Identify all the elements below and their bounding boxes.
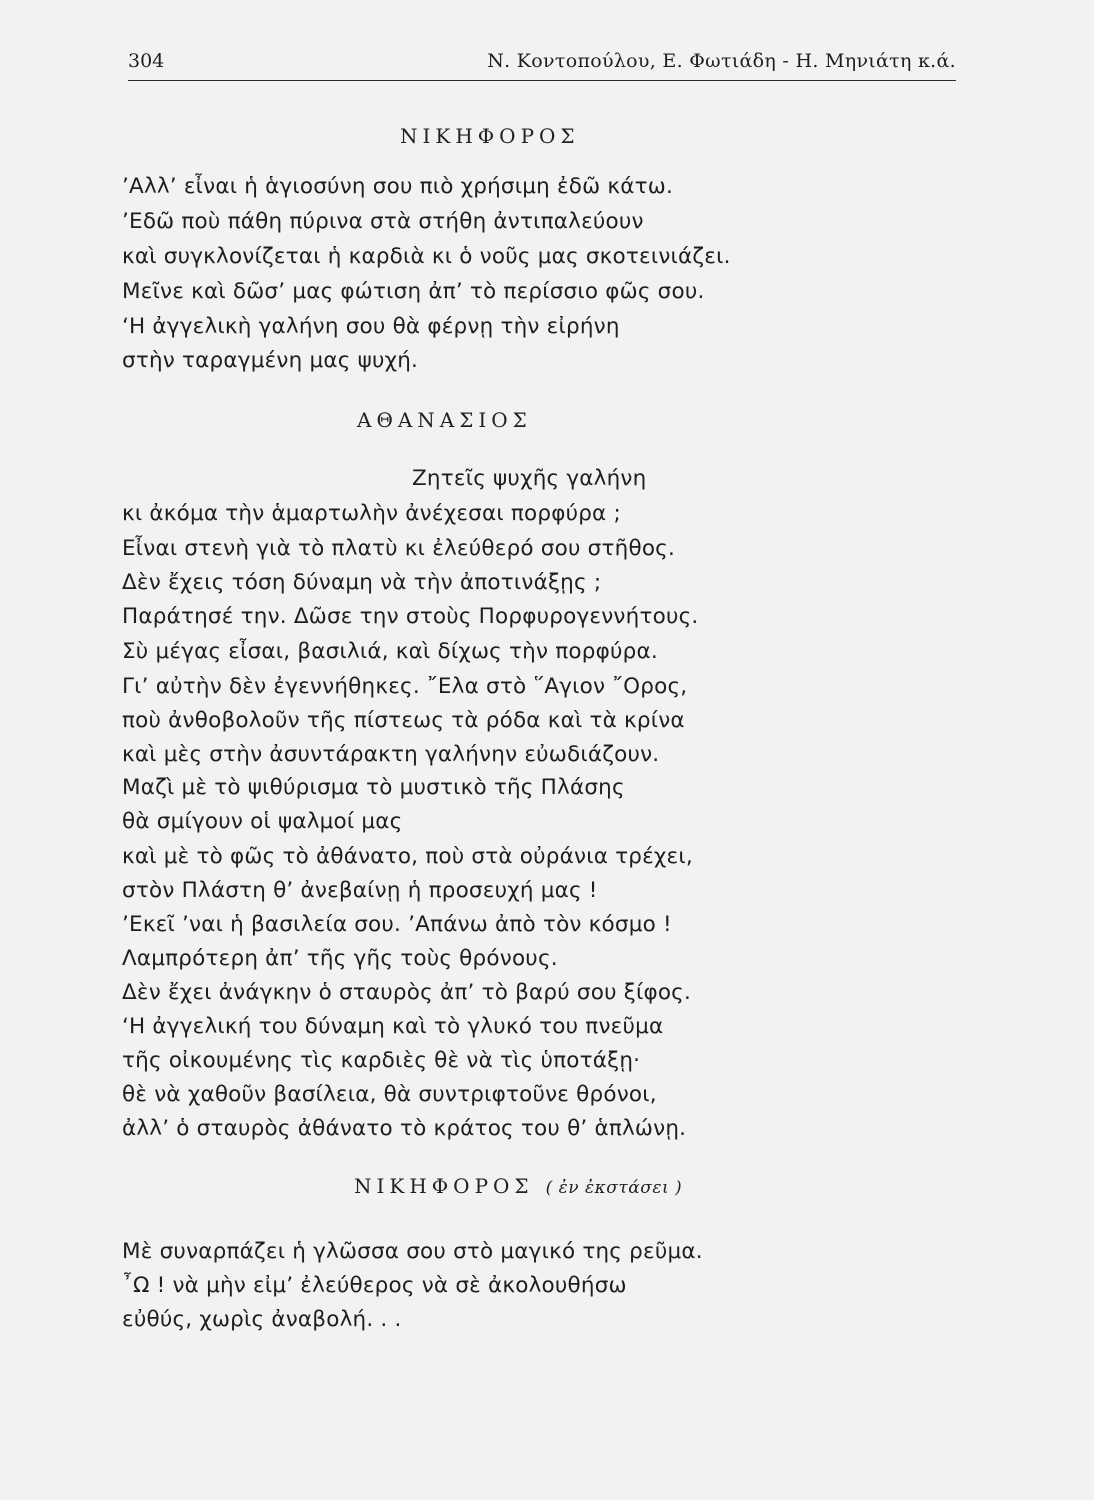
verse-line: ‘Η ἀγγελικὴ γαλήνη σου θὰ φέρνῃ τὴν εἰρήνη: [122, 314, 620, 339]
verse-line: τῆς οἰκουμένης τὶς καρδιὲς θὲ νὰ τὶς ὑποτάξῃ·: [122, 1048, 641, 1073]
verse-line: ’Εδῶ ποὺ πάθη πύρινα στὰ στήθη ἀντιπαλεύουν: [122, 209, 644, 234]
running-head: Ν. Κοντοπούλου, Ε. Φωτιάδη - Η. Μηνιάτη κ.ά.: [487, 50, 956, 72]
verse-line: θὰ σμίγουν οἱ ψαλμοί μας: [122, 809, 403, 834]
verse-line: καὶ συγκλονίζεται ἡ καρδιὰ κι ὁ νοῦς μας σκοτεινιάζει.: [122, 244, 731, 269]
stage-direction: ( ἐν ἐκστάσει ): [545, 1178, 683, 1198]
verse-line: Δὲν ἔχεις τόση δύναμη νὰ τὴν ἀποτινάξῃς ;: [122, 570, 602, 595]
page-header: [128, 46, 956, 81]
verse-line: στὴν ταραγμένη μας ψυχή.: [122, 348, 419, 373]
verse-line: Δὲν ἔχει ἀνάγκην ὁ σταυρὸς ἀπ’ τὸ βαρύ σου ξίφος.: [122, 980, 692, 1005]
verse-line: στὸν Πλάστη θ’ ἀνεβαίνῃ ἡ προσευχή μας !: [122, 878, 598, 903]
speaker-name: ΑΘΑΝΑΣΙΟΣ: [357, 408, 532, 432]
verse-line: εὐθύς, χωρὶς ἀναβολή. . .: [122, 1307, 402, 1332]
verse-line: ’Εκεῖ ’ναι ἡ βασιλεία σου. ’Απάνω ἀπὸ τὸν κόσμο !: [122, 912, 672, 937]
verse-line: Λαμπρότερη ἀπ’ τῆς γῆς τοὺς θρόνους.: [122, 946, 558, 971]
verse-line: Εἶναι στενὴ γιὰ τὸ πλατὺ κι ἐλεύθερό σου στῆθος.: [122, 536, 676, 561]
verse-line: Ζητεῖς ψυχῆς γαλήνη: [412, 466, 647, 491]
verse-line: Παράτησέ την. Δῶσε την στοὺς Πορφυρογεννήτους.: [122, 604, 699, 629]
verse-line: ἀλλ’ ὁ σταυρὸς ἀθάνατο τὸ κράτος του θ’ ἁπλώνῃ.: [122, 1116, 687, 1141]
verse-line: Μὲ συναρπάζει ἡ γλῶσσα σου στὸ μαγικό της ρεῦμα.: [122, 1239, 703, 1264]
verse-line: κι ἀκόμα τὴν ἁμαρτωλὴν ἀνέχεσαι πορφύρα ;: [122, 501, 621, 526]
verse-line: ῏Ω ! νὰ μὴν εἰμ’ ἐλεύθερος νὰ σὲ ἀκολουθήσω: [122, 1273, 627, 1298]
page-number: 304: [128, 50, 165, 72]
verse-line: Σὺ μέγας εἶσαι, βασιλιά, καὶ δίχως τὴν πορφύρα.: [122, 639, 658, 664]
speaker-name: ΝΙΚΗΦΟΡΟΣ: [400, 124, 580, 148]
verse-line: ποὺ ἀνθοβολοῦν τῆς πίστεως τὰ ρόδα καὶ τὰ κρίνα: [122, 708, 685, 733]
speaker-name: ΝΙΚΗΦΟΡΟΣ: [354, 1174, 534, 1198]
verse-line: καὶ μὲς στὴν ἀσυντάρακτη γαλήνην εὐωδιάζουν.: [122, 742, 660, 767]
verse-line: ’Αλλ’ εἶναι ἡ ἁγιοσύνη σου πιὸ χρήσιμη ἐδῶ κάτω.: [122, 174, 674, 199]
verse-line: ‘Η ἀγγελική του δύναμη καὶ τὸ γλυκό του πνεῦμα: [122, 1014, 664, 1039]
verse-line: Γι’ αὐτὴν δὲν ἐγεννήθηκες. ῎Ελα στὸ ῞Αγιον ῎Ορος,: [122, 674, 688, 699]
verse-line: καὶ μὲ τὸ φῶς τὸ ἀθάνατο, ποὺ στὰ οὐράνια τρέχει,: [122, 844, 693, 869]
verse-line: Μαζὶ μὲ τὸ ψιθύρισμα τὸ μυστικὸ τῆς Πλάσης: [122, 775, 625, 800]
verse-line: θὲ νὰ χαθοῦν βασίλεια, θὰ συντριφτοῦνε θρόνοι,: [122, 1082, 657, 1107]
verse-line: Μεῖνε καὶ δῶσ’ μας φώτιση ἀπ’ τὸ περίσσιο φῶς σου.: [122, 279, 705, 304]
speaker-heading: [354, 1174, 682, 1198]
